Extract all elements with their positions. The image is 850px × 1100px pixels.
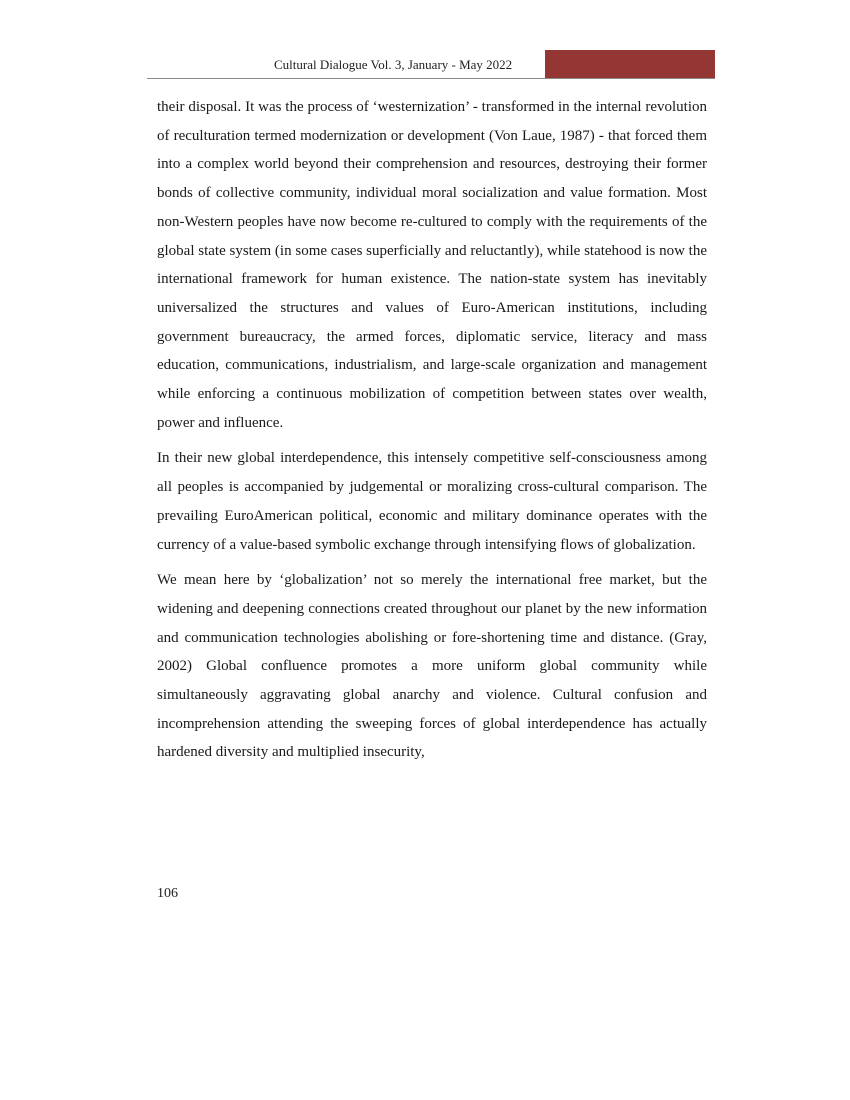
paragraph-3: We mean here by ‘globalization’ not so merely the international free market, but the widening and deepening connections created throughout our planet by the new information and communication technologies abolishing or fore-shortening time and distance. (Gray, 2002) Global confluence promotes a more uniform global community while simultaneously aggravating global anarchy and violence. Cultural confusion and incomprehension attending the sweeping forces of global interdependence has actually hardened diversity and multiplied insecurity, <box>157 572 707 761</box>
page-number: 106 <box>157 886 178 901</box>
article-body <box>157 93 707 774</box>
header-accent-band <box>545 50 715 78</box>
paragraph-1: their disposal. It was the process of ‘westernization’ - transformed in the internal revolution of reculturation termed modernization or development (Von Laue, 1987) - that forced them into a complex world beyond their comprehension and resources, destroying their former bonds of collective community, individual moral socialization and value formation. Most non-Western peoples have now become re-cultured to comply with the requirements of the global state system (in some cases superficially and reluctantly), while statehood is now the international framework for human existence. The nation-state system has inevitably universalized the structures and values of Euro-American institutions, including government bureaucracy, the armed forces, diplomatic service, literacy and mass education, communications, industrialism, and large-scale organization and management while enforcing a continuous mobilization of competition between states over wealth, power and influence. <box>157 99 707 431</box>
journal-title: Cultural Dialogue Vol. 3, January - May 2022 <box>274 57 513 72</box>
running-header <box>147 48 715 79</box>
header-rule <box>147 78 715 79</box>
paragraph-2: In their new global interdependence, this intensely competitive self-consciousness among all peoples is accompanied by judgemental or moralizing cross-cultural comparison. The prevailing EuroAmerican political, economic and military dominance operates with the currency of a value-based symbolic exchange through intensifying flows of globalization. <box>157 450 707 553</box>
